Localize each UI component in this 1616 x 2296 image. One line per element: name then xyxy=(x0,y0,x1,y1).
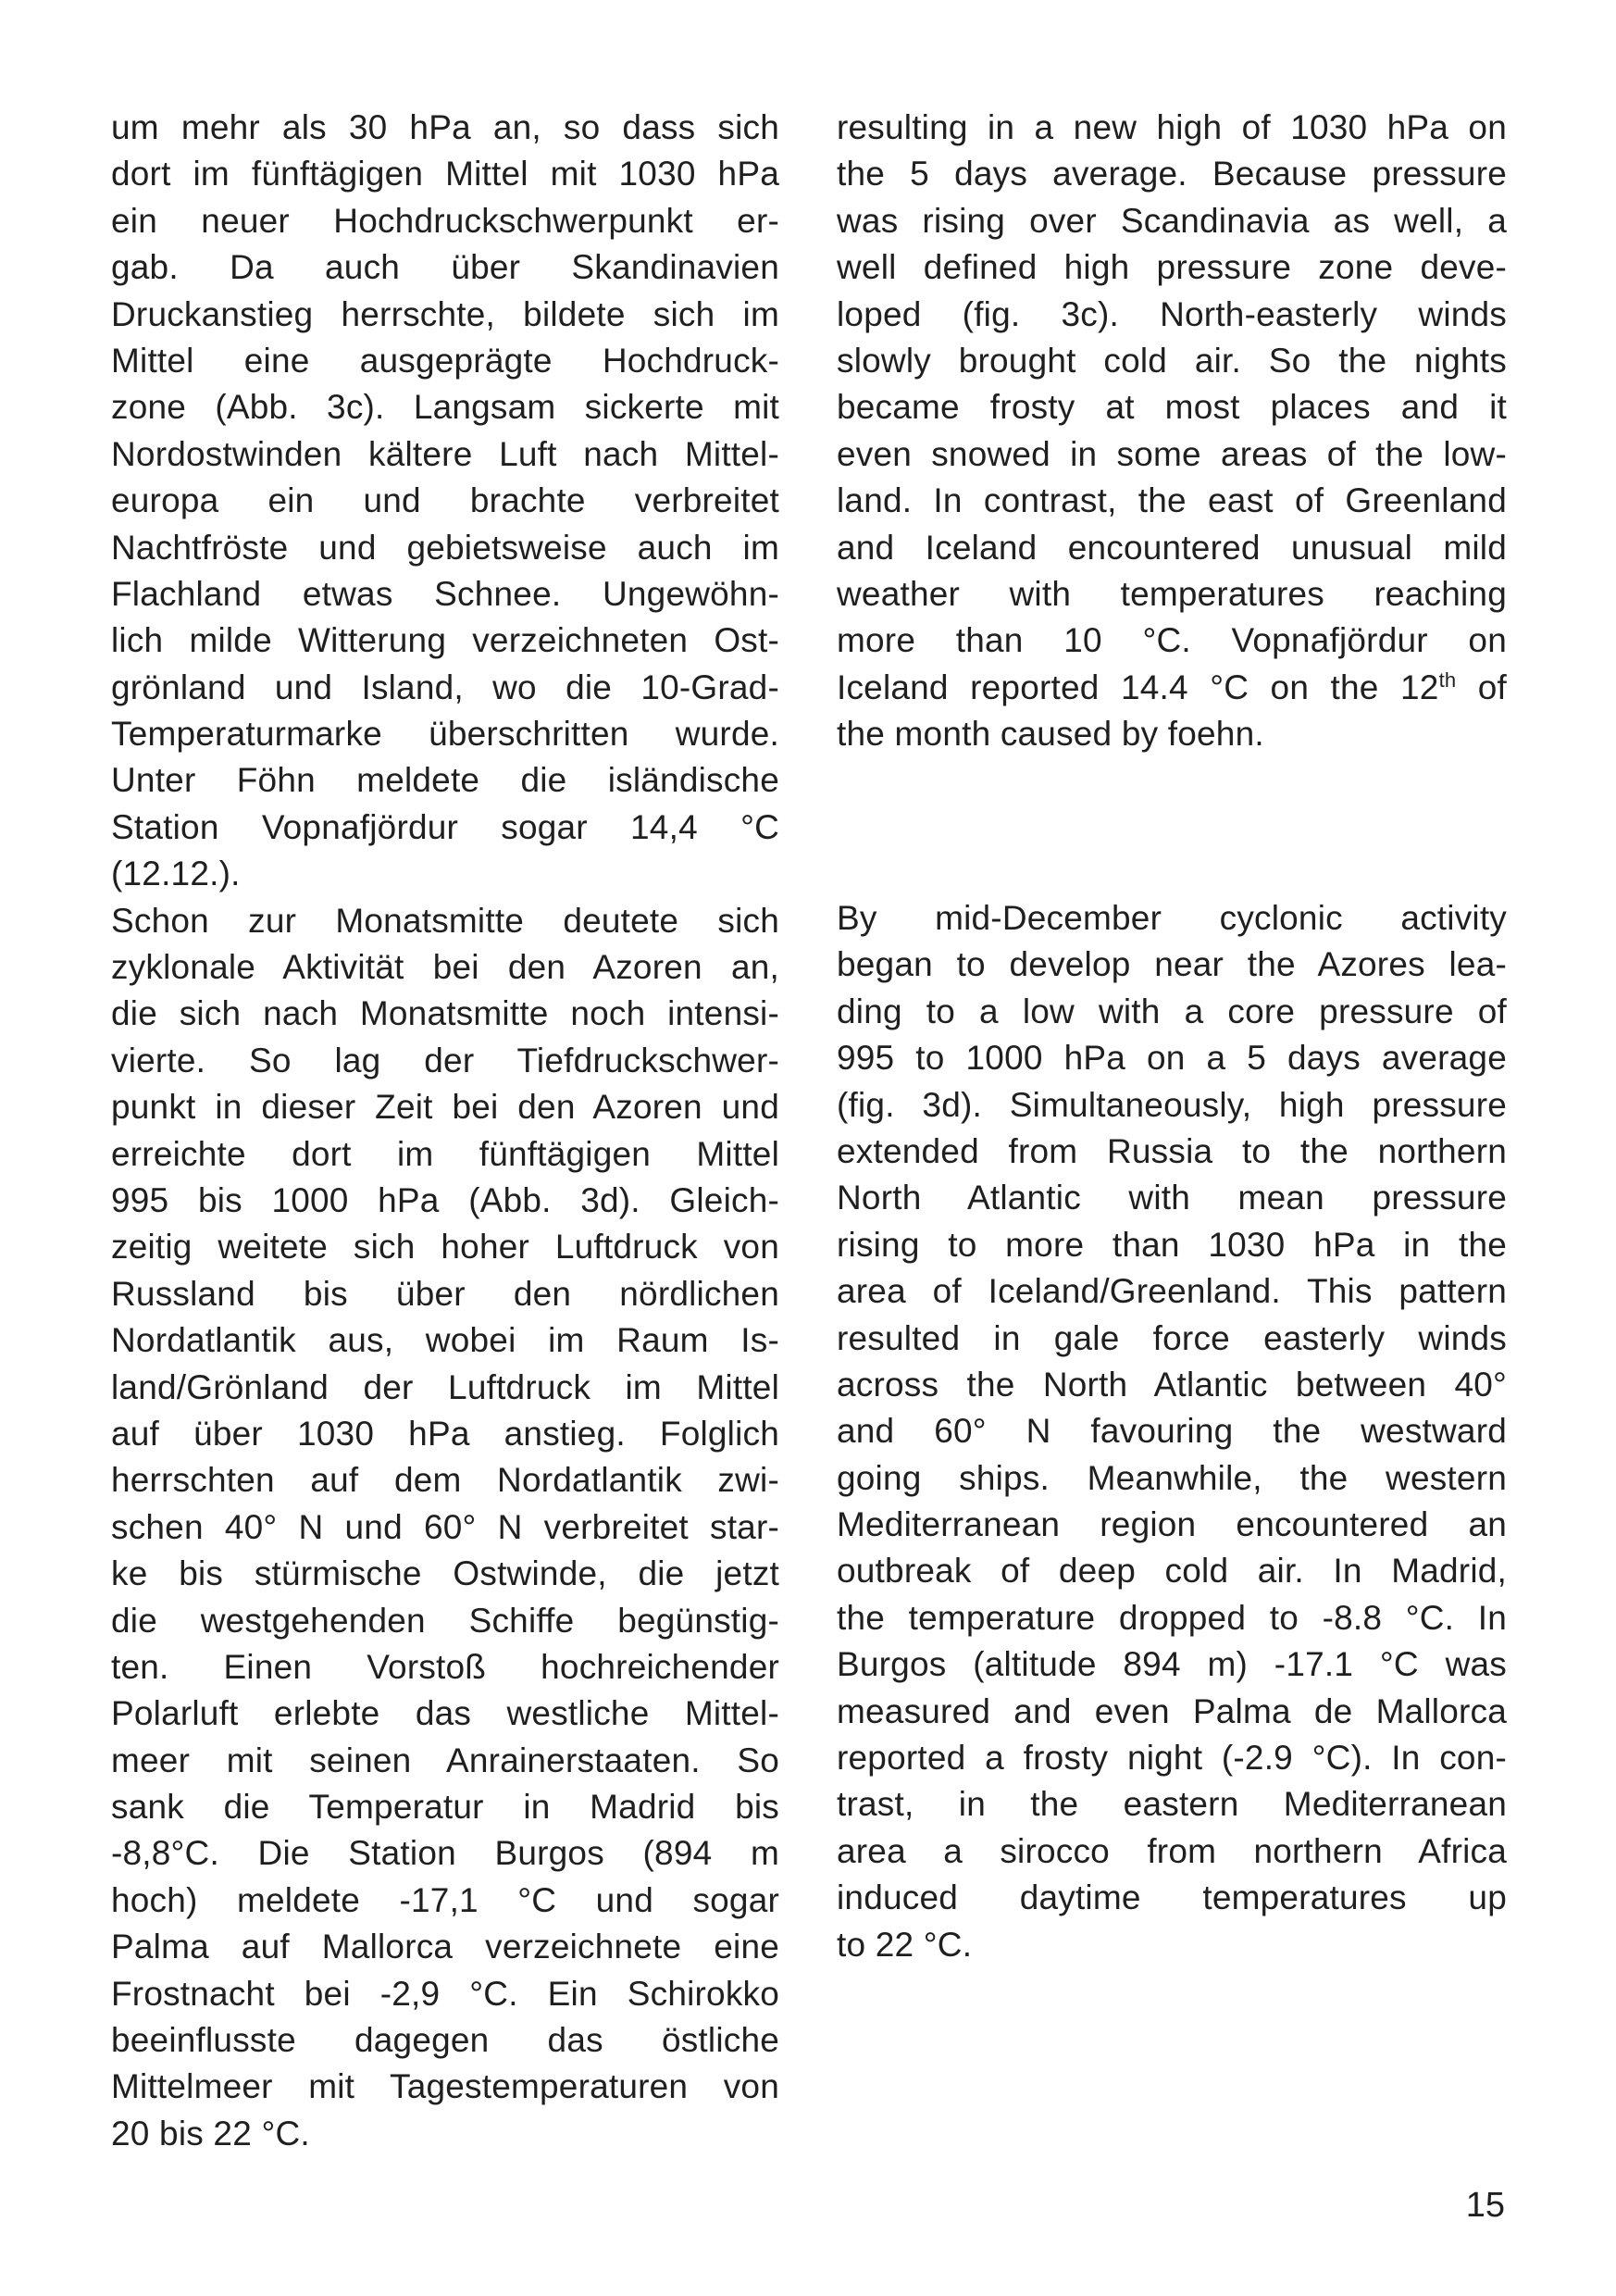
german-line: die westgehenden Schiffe begünstig- xyxy=(111,1601,779,1640)
german-line: ke bis stürmische Ostwinde, die jetzt xyxy=(111,1554,779,1593)
german-line: Schon zur Monatsmitte deutete sich xyxy=(111,901,779,940)
english-line: across the North Atlantic between 40° xyxy=(837,1365,1507,1404)
page-number: 15 xyxy=(1465,2186,1505,2225)
german-line: ein neuer Hochdruckschwerpunkt er- xyxy=(111,201,779,240)
english-line: extended from Russia to the northern xyxy=(837,1131,1507,1170)
german-line: erreichte dort im fünftägigen Mittel xyxy=(111,1134,779,1173)
english-line: became frosty at most places and it xyxy=(837,388,1507,427)
german-line: grönland und Island, wo die 10-Grad- xyxy=(111,668,779,706)
english-line: outbreak of deep cold air. In Madrid, xyxy=(837,1552,1507,1591)
german-line: europa ein und brachte verbreitet xyxy=(111,481,779,520)
english-paragraph-1 xyxy=(837,105,1507,757)
german-line: meer mit seinen Anrainerstaaten. So xyxy=(111,1741,779,1779)
german-line: Nachtfröste und gebietsweise auch im xyxy=(111,528,779,567)
german-line: Nordatlantik aus, wobei im Raum Is- xyxy=(111,1321,779,1360)
english-line: the month caused by foehn. xyxy=(837,715,1264,754)
german-line: Mittel eine ausgeprägte Hochdruck- xyxy=(111,341,779,380)
german-line: Mittelmeer mit Tagestemperaturen von xyxy=(111,2067,779,2106)
german-line: land/Grönland der Luftdruck im Mittel xyxy=(111,1367,779,1406)
german-line: -8,8°C. Die Station Burgos (894 m xyxy=(111,1834,779,1873)
english-line: ding to a low with a core pressure of xyxy=(837,992,1507,1030)
german-line: die sich nach Monatsmitte noch intensi- xyxy=(111,994,779,1033)
english-line: the temperature dropped to -8.8 °C. In xyxy=(837,1598,1507,1637)
german-line: Station Vopnafjördur sogar 14,4 °C xyxy=(111,807,779,846)
german-line: Frostnacht bei -2,9 °C. Ein Schirokko xyxy=(111,1974,779,2013)
english-line: well defined high pressure zone deve- xyxy=(837,248,1507,287)
german-line: auf über 1030 hPa anstieg. Folglich xyxy=(111,1414,779,1453)
english-line: weather with temperatures reaching xyxy=(837,574,1507,613)
german-line: Druckanstieg herrschte, bildete sich im xyxy=(111,294,779,333)
english-line: even snowed in some areas of the low- xyxy=(837,434,1507,473)
english-line: area a sirocco from northern Africa xyxy=(837,1831,1507,1870)
english-line: resulted in gale force easterly winds xyxy=(837,1318,1507,1357)
german-line: zyklonale Aktivität bei den Azoren an, xyxy=(111,948,779,987)
german-line: 995 bis 1000 hPa (Abb. 3d). Gleich- xyxy=(111,1180,779,1219)
english-line: loped (fig. 3c). North-easterly winds xyxy=(837,294,1507,333)
ordinal-superscript: th xyxy=(1438,668,1457,692)
german-line: Temperaturmarke überschritten wurde. xyxy=(111,715,779,754)
english-line: going ships. Meanwhile, the western xyxy=(837,1458,1507,1497)
english-line: and Iceland encountered unusual mild xyxy=(837,528,1507,567)
german-line: dort im fünftägigen Mittel mit 1030 hPa xyxy=(111,155,779,193)
german-line: Palma auf Mallorca verzeichnete eine xyxy=(111,1928,779,1966)
english-line: the 5 days average. Because pressure xyxy=(837,155,1507,193)
german-line: Unter Föhn meldete die isländische xyxy=(111,761,779,800)
german-line: zeitig weitete sich hoher Luftdruck von xyxy=(111,1228,779,1267)
english-line: resulting in a new high of 1030 hPa on xyxy=(837,108,1507,146)
german-line: 20 bis 22 °C. xyxy=(111,2114,310,2152)
english-line: slowly brought cold air. So the nights xyxy=(837,341,1507,380)
german-line: lich milde Witterung verzeichneten Ost- xyxy=(111,621,779,660)
german-line: sank die Temperatur in Madrid bis xyxy=(111,1788,779,1827)
english-line-with-superscript xyxy=(837,665,1507,711)
german-line: Polarluft erlebte das westliche Mittel- xyxy=(111,1694,779,1733)
german-line: Nordostwinden kältere Luft nach Mittel- xyxy=(111,434,779,473)
english-line: induced daytime temperatures up xyxy=(837,1878,1507,1917)
english-line: measured and even Palma de Mallorca xyxy=(837,1691,1507,1730)
german-text-column xyxy=(111,105,779,2157)
english-line: Burgos (altitude 894 m) -17.1 °C was xyxy=(837,1645,1507,1684)
german-line: beeinflusste dagegen das östliche xyxy=(111,2021,779,2060)
line-text: of xyxy=(1456,668,1507,706)
german-line: um mehr als 30 hPa an, so dass sich xyxy=(111,108,779,146)
english-line: reported a frosty night (-2.9 °C). In con- xyxy=(837,1739,1507,1778)
english-line: trast, in the eastern Mediterranean xyxy=(837,1785,1507,1824)
german-line: Russland bis über den nördlichen xyxy=(111,1274,779,1313)
english-line: Mediterranean region encountered an xyxy=(837,1505,1507,1544)
english-text-column xyxy=(837,105,1507,1964)
german-line: herrschten auf dem Nordatlantik zwi- xyxy=(111,1461,779,1500)
german-line: gab. Da auch über Skandinavien xyxy=(111,248,779,287)
german-line: schen 40° N und 60° N verbreitet star- xyxy=(111,1507,779,1546)
german-line: hoch) meldete -17,1 °C und sogar xyxy=(111,1880,779,1919)
english-line: (fig. 3d). Simultaneously, high pressure xyxy=(837,1085,1507,1124)
english-line: rising to more than 1030 hPa in the xyxy=(837,1225,1507,1264)
line-text: Iceland reported 14.4 °C on the 12 xyxy=(837,668,1439,706)
english-line: began to develop near the Azores lea- xyxy=(837,945,1507,984)
english-line: North Atlantic with mean pressure xyxy=(837,1179,1507,1217)
german-line: (12.12.). xyxy=(111,855,241,893)
english-line: By mid-December cyclonic activity xyxy=(837,899,1507,937)
german-line: ten. Einen Vorstoß hochreichender xyxy=(111,1647,779,1686)
german-line: vierte. So lag der Tiefdruckschwer- xyxy=(111,1041,779,1079)
english-line: was rising over Scandinavia as well, a xyxy=(837,201,1507,240)
german-line: punkt in dieser Zeit bei den Azoren und xyxy=(111,1088,779,1127)
english-line: area of Iceland/Greenland. This pattern xyxy=(837,1272,1507,1311)
german-line: zone (Abb. 3c). Langsam sickerte mit xyxy=(111,388,779,427)
english-line: 995 to 1000 hPa on a 5 days average xyxy=(837,1039,1507,1078)
english-line: more than 10 °C. Vopnafjördur on xyxy=(837,621,1507,660)
english-line: to 22 °C. xyxy=(837,1925,973,1964)
english-line: and 60° N favouring the westward xyxy=(837,1412,1507,1451)
german-line: Flachland etwas Schnee. Ungewöhn- xyxy=(111,574,779,613)
english-paragraph-2 xyxy=(837,895,1507,1968)
english-line: land. In contrast, the east of Greenland xyxy=(837,481,1507,520)
